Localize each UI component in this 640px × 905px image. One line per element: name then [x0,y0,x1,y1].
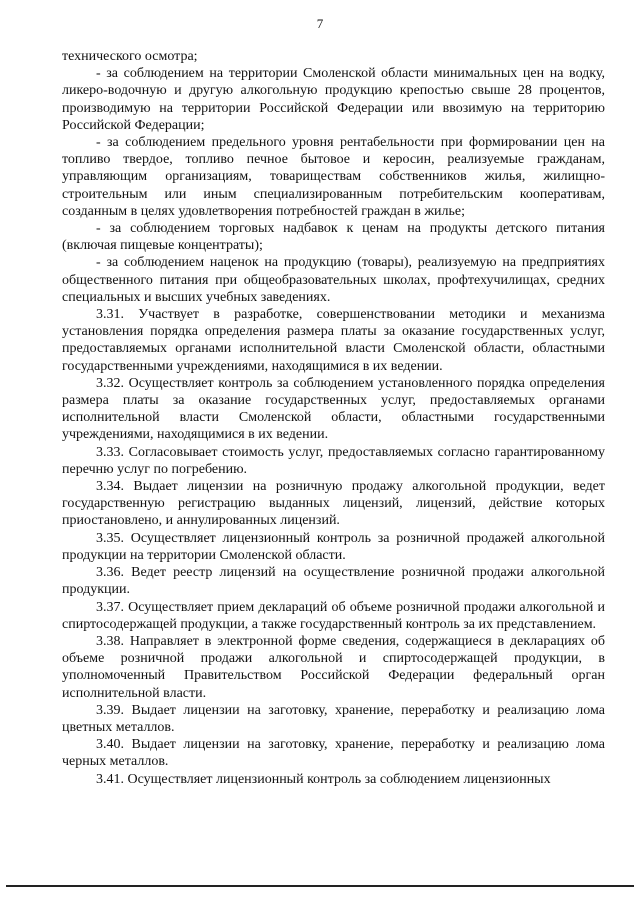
paragraph-3-33: 3.33. Согласовывает стоимость услуг, предоставляемых согласно гарантированному перечню услуг по погребению. [62,444,605,477]
paragraph-catering: - за соблюдением наценок на продукцию (товары), реализуемую на предприятиях общественного питания при общеобразовательных школах, профтехучилищах, средних специальных и высших учебных заведениях. [62,255,605,305]
paragraph-3-37: 3.37. Осуществляет прием деклараций об объеме розничной продажи алкогольной и спиртосодержащей продукции, а также государственный контроль за их представлением. [62,599,605,632]
paragraph-3-36: 3.36. Ведет реестр лицензий на осуществление розничной продажи алкогольной продукции. [62,565,605,598]
paragraph-3-35: 3.35. Осуществляет лицензионный контроль за розничной продажей алкогольной продукции на территории Смоленской области. [62,530,605,563]
paragraph-3-39: 3.39. Выдает лицензии на заготовку, хранение, переработку и реализацию лома цветных металлов. [62,702,605,735]
footer-rule [6,885,634,887]
document-body [62,48,605,788]
paragraph-continuation: технического осмотра; [62,49,198,64]
paragraph-3-40: 3.40. Выдает лицензии на заготовку, хранение, переработку и реализацию лома черных металлов. [62,737,605,770]
paragraph-3-34: 3.34. Выдает лицензии на розничную продажу алкогольной продукции, ведет государственную регистрацию выданных лицензий, лицензий, действие которых приостановлено, и аннулированных лицензий. [62,479,605,529]
paragraph-3-32: 3.32. Осуществляет контроль за соблюдением установленного порядка определения размера платы за оказание государственных услуг, предоставляемых органами исполнительной власти Смоленской области, областными государственными учреждениями, находящимися в их ведении. [62,375,605,443]
paragraph-profitability: - за соблюдением предельного уровня рентабельности при формировании цен на топливо твердое, топливо печное бытовое и керосин, реализуемые гражданам, управляющим организациям, товариществам собственников жилья, жилищно-строительным или иным специализированным потребительским кооперативам, созданным в целях удовлетворения потребностей граждан в жилье; [62,135,605,219]
paragraph-3-31: 3.31. Участвует в разработке, совершенствовании методики и механизма установления порядка определения размера платы за оказание государственных услуг, предоставляемых органами исполнительной власти Смоленской области, областными государственными учреждениями, находящимися в их ведении. [62,307,605,374]
paragraph-3-38: 3.38. Направляет в электронной форме сведения, содержащиеся в декларациях об объеме розничной продажи алкогольной и спиртосодержащей продукции, в уполномоченный Правительством Российской Федерации федеральный орган исполнительной власти. [62,633,605,701]
paragraph-3-41: 3.41. Осуществляет лицензионный контроль за соблюдением лицензионных [96,771,551,787]
paragraph-baby-food: - за соблюдением торговых надбавок к ценам на продукты детского питания (включая пищевые концентраты); [62,221,605,254]
page-number: 7 [316,16,324,31]
paragraph-min-prices: - за соблюдением на территории Смоленской области минимальных цен на водку, ликеро-водочную и другую алкогольную продукцию крепостью свыше 28 процентов, производимую на территории Российской Федерации или ввозимую на территорию Российской Федерации; [62,66,605,133]
